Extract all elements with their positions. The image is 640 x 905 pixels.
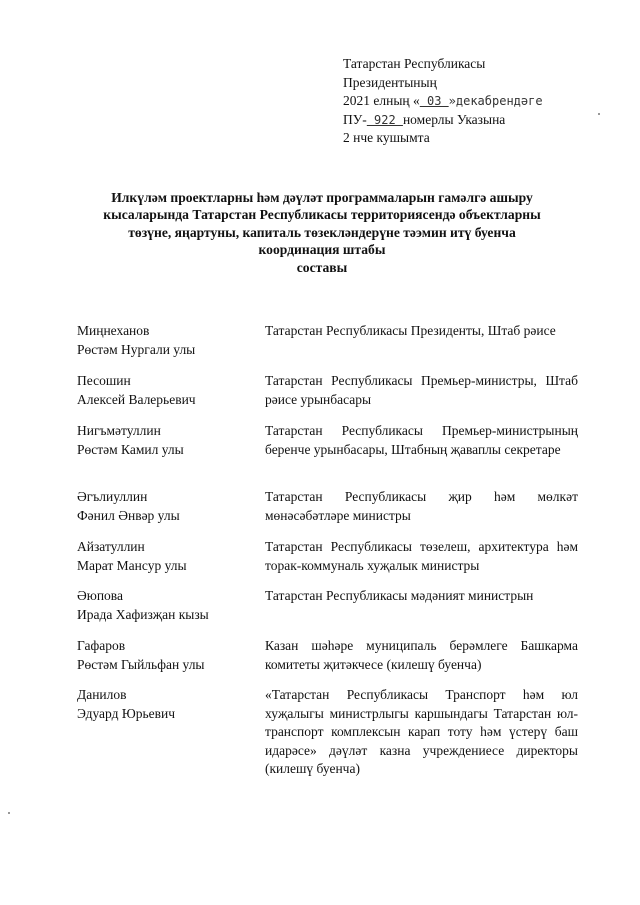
member-role: Татарстан Республикасы Премьер-министры, Штаб рәисе урынбасары <box>265 373 578 407</box>
title-line-4: координация штабы <box>258 242 386 258</box>
handwritten-decree-number: 922 <box>366 112 403 127</box>
member-role: Татарстан Республикасы мәдәният министрын <box>265 588 534 603</box>
member-surname: Айзатуллин <box>77 539 145 554</box>
scan-speck <box>8 812 10 814</box>
member-surname: Песошин <box>77 373 131 388</box>
member-given-name: Ирада Хафизҗан кызы <box>77 606 209 622</box>
member-role: Татарстан Республикасы Президенты, Штаб рәисе <box>265 323 556 338</box>
year-prefix: 2021 елның « <box>343 93 420 109</box>
member-name <box>77 637 252 674</box>
approval-line-1: Татарстан Республикасы <box>343 56 486 71</box>
member-role: Казан шәһәре муниципаль берәмлеге Башкарма комитеты җитәкчесе (килешү буенча) <box>265 638 578 672</box>
member-name <box>77 322 252 359</box>
member-given-name: Алексей Валерьевич <box>77 391 196 407</box>
member-surname: Әгълиуллин <box>77 489 148 504</box>
member-name <box>77 372 252 409</box>
member-given-name: Марат Мансур улы <box>77 557 187 573</box>
handwritten-month: »декабрендәге <box>448 94 543 109</box>
appendix-label: 2 нче кушымта <box>343 130 430 146</box>
member-role: Татарстан Республикасы җир һәм мөлкәт мөнәсәбәтләре министры <box>265 489 578 523</box>
member-given-name: Рөстәм Нургали улы <box>77 341 196 357</box>
member-name <box>77 538 252 575</box>
member-name <box>77 686 252 723</box>
member-role: Татарстан Республикасы Премьер-министрының беренче урынбасары, Штабның җаваплы секретаре <box>265 423 578 457</box>
title-line-3: төзүне, яңартуны, капиталь төзекләндерүне тәэмин итү буенча <box>128 224 516 240</box>
member-surname: Нигъмәтуллин <box>77 423 161 438</box>
member-given-name: Рөстәм Камил улы <box>77 441 184 457</box>
title-line-2: кысаларында Татарстан Республикасы территориясендә объектларны <box>103 207 541 223</box>
approval-line-2: Президентының <box>343 74 437 90</box>
handwritten-day: 03 <box>419 94 449 109</box>
title-line-1: Илкүләм проектларны һәм дәүләт программаларын гамәлгә ашыру <box>111 190 533 205</box>
member-surname: Гафаров <box>77 638 126 653</box>
member-surname: Миңнеханов <box>77 323 150 338</box>
member-name <box>77 488 252 525</box>
decree-suffix: номерлы Указына <box>402 111 506 127</box>
member-given-name: Фәнил Әнвәр улы <box>77 507 180 523</box>
member-name <box>77 422 252 459</box>
member-given-name: Эдуард Юрьевич <box>77 705 175 721</box>
title-line-5: составы <box>296 259 348 275</box>
decree-prefix: ПУ- <box>343 111 367 127</box>
member-surname: Әюпова <box>77 588 123 603</box>
member-surname: Данилов <box>77 687 127 702</box>
scan-speck <box>598 113 600 115</box>
member-given-name: Рөстәм Гыйльфан улы <box>77 656 205 672</box>
member-name <box>77 587 252 624</box>
member-role: «Татарстан Республикасы Транспорт һәм юл хуҗалыгы министрлыгы каршындагы Татарстан юл-транспорт комплексын карап тоту һәм үстерү баш идарәсе» дәүләт казна учреждениесе директоры (килешү буенча) <box>265 687 578 777</box>
member-role: Татарстан Республикасы төзелеш, архитектура һәм торак-коммуналь хуҗалык министры <box>265 539 578 573</box>
